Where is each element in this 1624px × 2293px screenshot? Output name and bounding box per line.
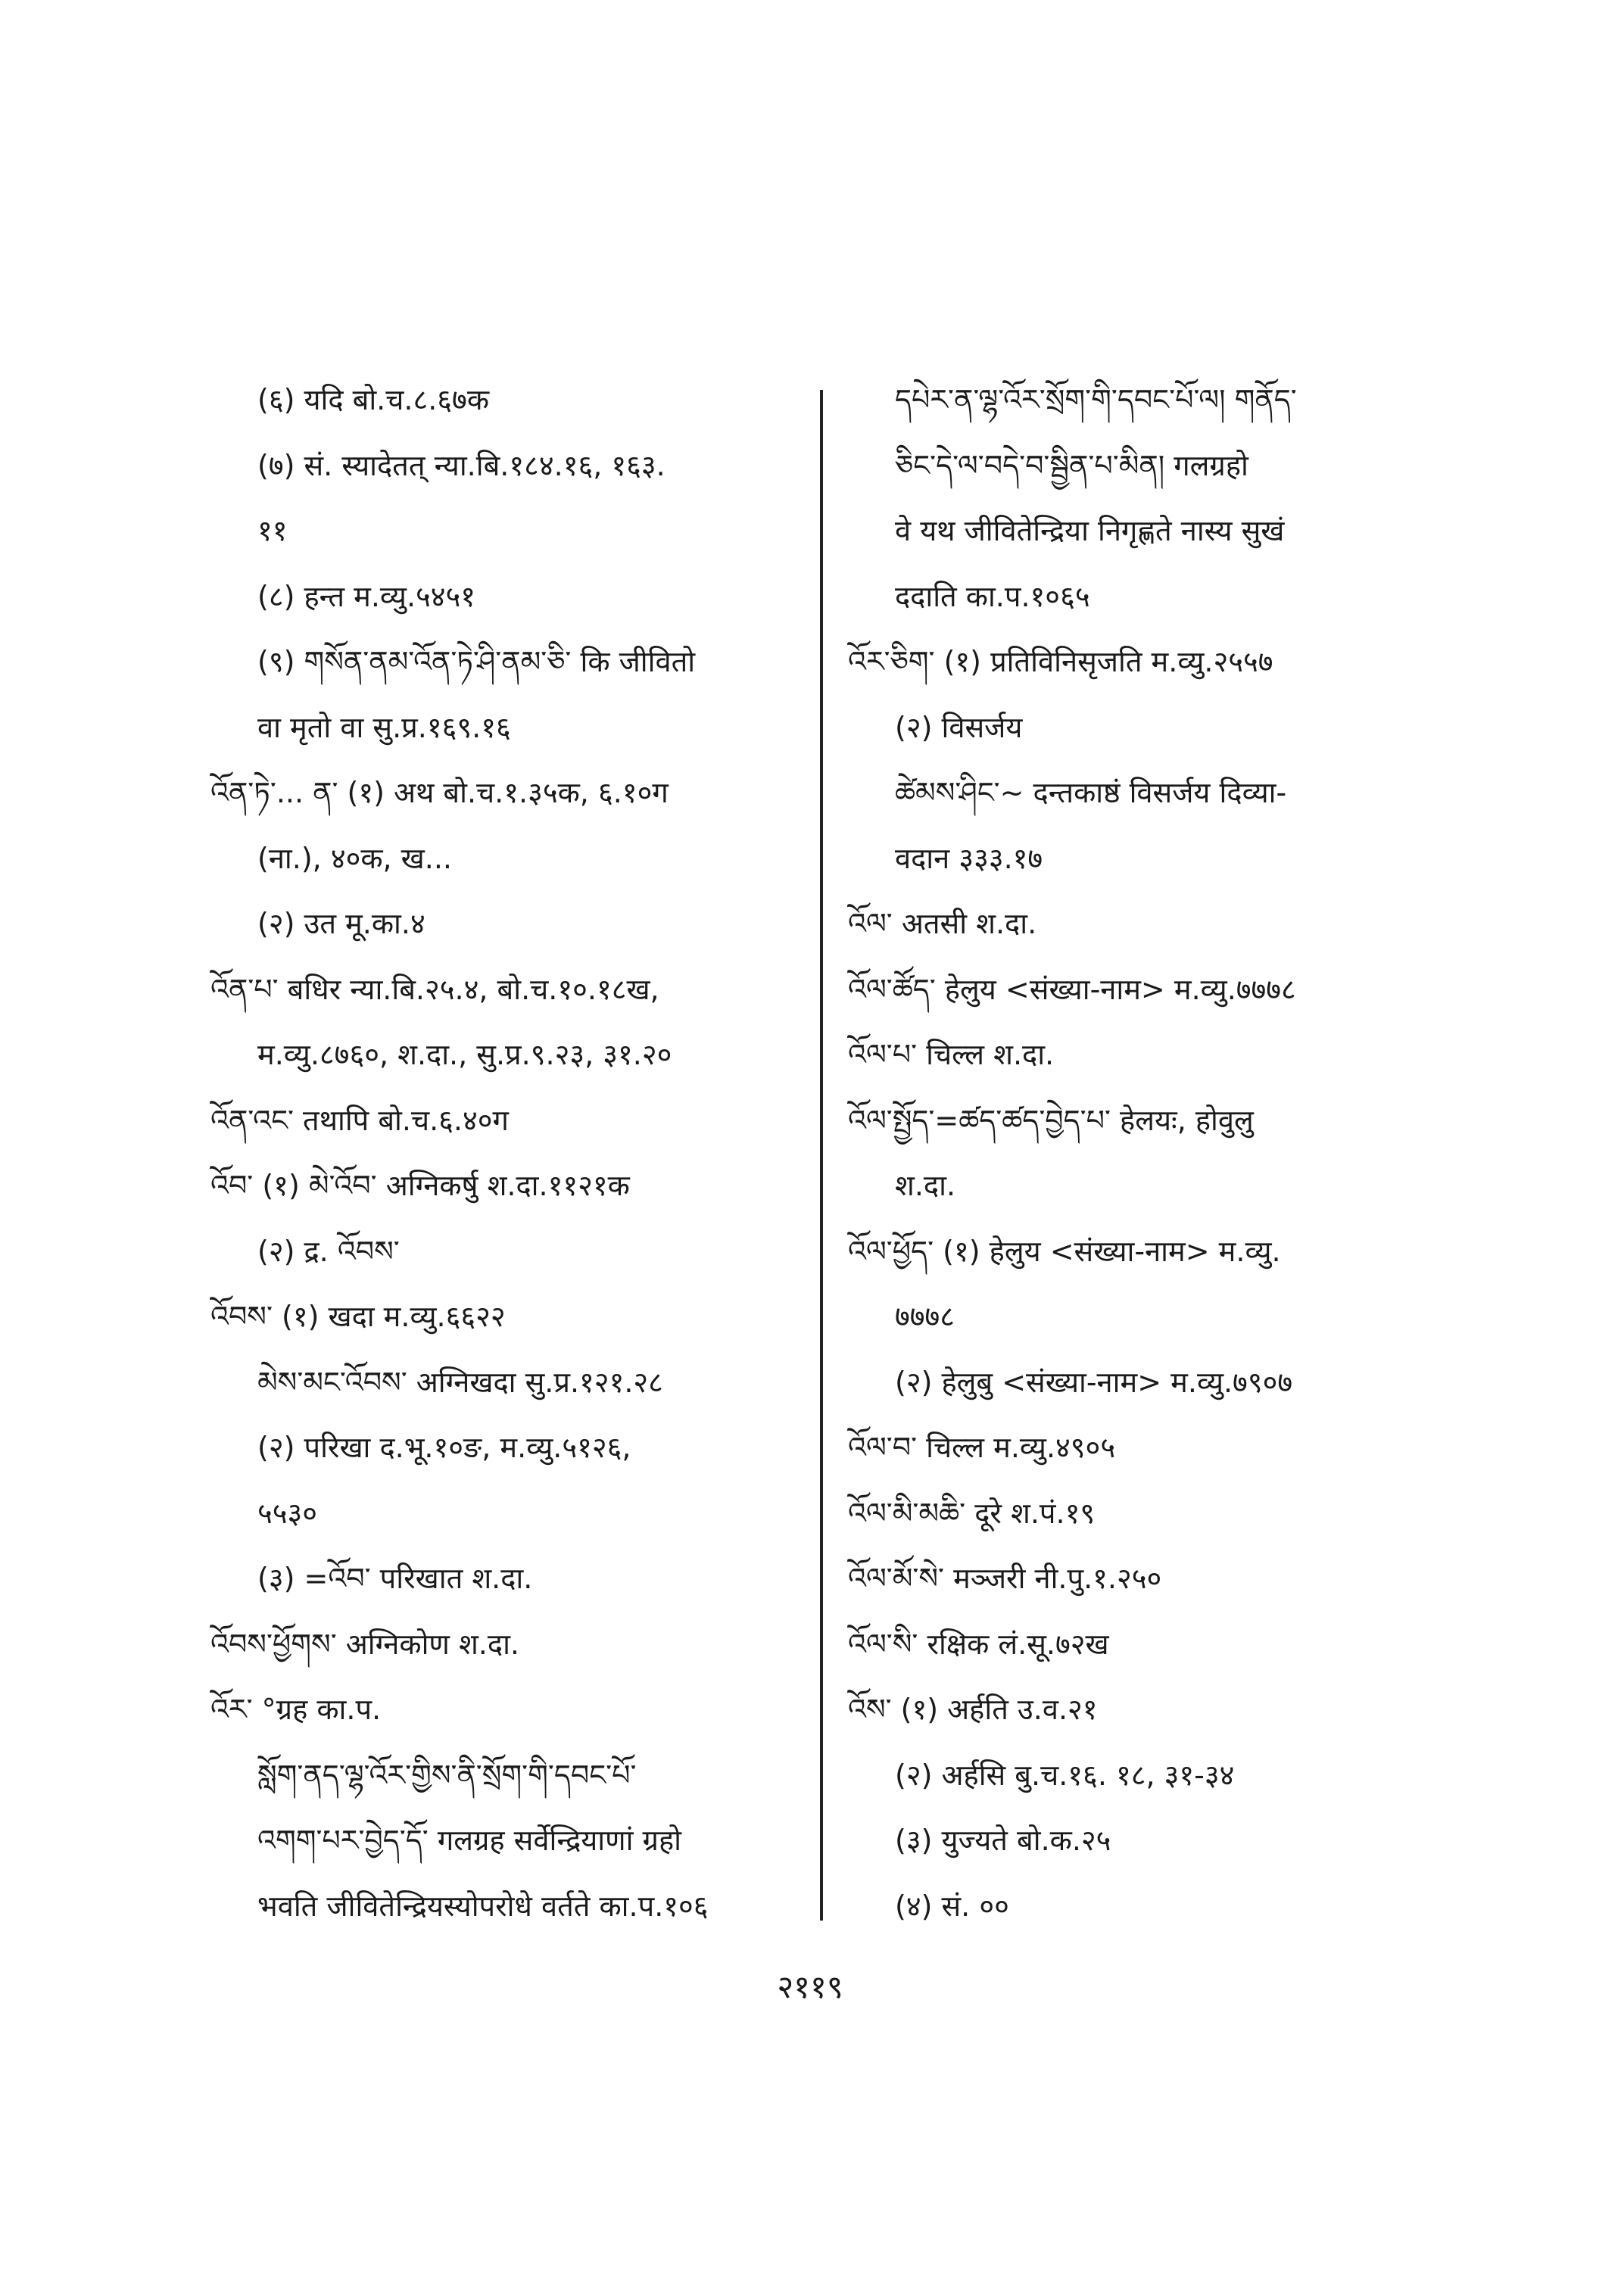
page-number: २११९ [777, 1968, 843, 2005]
dictionary-headword-line: འོར་ °ग्रह का.प. [210, 1693, 382, 1726]
dictionary-sub-line: (९) གསོན་ནམ་འོན་ཏེ་ཤི་ནམ་ཅི་ कि जीवितो [257, 645, 696, 678]
dictionary-headword-line: འོལ་སྤྱོད་=ཚད་ཚད་བྱེད་པ་ हेलयः, होवुलु [848, 1103, 1254, 1137]
dictionary-sub-line: (ना.), ४०क, ख... [257, 841, 453, 875]
dictionary-sub-line: ཅིང་དེ་ལ་བདེ་བ་སྦྱིན་པ་མིན། गलग्रहो [895, 448, 1248, 482]
dictionary-sub-line: (२) हेलुबु <संख्या-नाम> म.व्यु.७९०७ [895, 1365, 1293, 1399]
dictionary-sub-line: (६) यदि बो.च.८.६७क [257, 383, 490, 416]
dictionary-headword-line: འོས་ (१) अर्हति उ.व.२१ [848, 1693, 1098, 1726]
dictionary-sub-line: (२) द्र. འོབས་ [257, 1234, 400, 1268]
dictionary-headword-line: འོན་པ་ बधिर न्या.बि.२५.४, बो.च.१०.१८ख, [210, 972, 659, 1006]
dictionary-sub-line: ११ [257, 514, 288, 547]
dictionary-headword-line: འོལ་མོ་སེ་ मञ्जरी नी.पु.१.२५० [848, 1562, 1162, 1595]
dictionary-headword-line: འོལ་ अतसी श.दा. [848, 907, 1037, 940]
dictionary-sub-line: ५५३० [257, 1496, 318, 1530]
dictionary-headword-line: འོལ་སི་ रक्षिक लं.सू.७२ख [848, 1627, 1109, 1661]
dictionary-sub-line: श.दा. [895, 1169, 956, 1202]
dictionary-sub-line: म.व्यु.८७६०, श.दा., सु.प्र.९.२३, ३१.२० [257, 1038, 672, 1071]
dictionary-sub-line: ཚེམས་ཤིང་~ दन्तकाष्ठं विसर्जय दिव्या- [895, 776, 1287, 809]
dictionary-headword-line: འོལ་ཚོད་ हेलुय <संख्या-नाम> म.व्यु.७७७८ [848, 972, 1296, 1006]
dictionary-sub-line: (२) अर्हसि बु.च.१६. १८, ३१-३४ [895, 1758, 1235, 1792]
dictionary-sub-line: ददाति का.प.१०६५ [895, 579, 1090, 613]
dictionary-headword-line: འོབ་ (१) མེ་འོབ་ अग्निकर्षु श.दा.११२१क [210, 1169, 630, 1202]
dictionary-sub-line: (३) =འོབ་ परिखात श.दा. [257, 1562, 533, 1595]
dictionary-sub-line: (४) सं. ०० [895, 1889, 1009, 1923]
column-divider [820, 390, 823, 1921]
dictionary-sub-line: སློག་ནད་ལྷ་འོར་གྱིས་ནི་སྲོག་གི་དབང་པོ་ [257, 1758, 637, 1792]
dictionary-sub-line: वा मृतो वा सु.प्र.१६९.१६ [257, 710, 511, 744]
dictionary-sub-line: མེས་མང་འོབས་ अग्निखदा सु.प्र.१२१.२८ [257, 1365, 663, 1399]
dictionary-sub-line: वे यथ जीवितेन्द्रिया निगृह्णते नास्य सुखं [895, 514, 1285, 547]
dictionary-headword-line: འོལ་མི་མཆི་ दूरे श.पं.१९ [848, 1496, 1096, 1530]
dictionary-sub-line: वदान ३३३.१७ [895, 841, 1043, 875]
dictionary-sub-line: भवति जीवितेन्द्रियस्योपरोधे वर्तते का.प.१०६ [257, 1889, 709, 1923]
dictionary-sub-line: (३) युज्यते बो.क.२५ [895, 1824, 1111, 1857]
dictionary-sub-line: (२) उत मू.का.४ [257, 907, 425, 940]
dictionary-headword-line: འོར་ཅིག་ (१) प्रतिविनिसृजति म.व्यु.२५५७ [848, 645, 1273, 678]
dictionary-headword-line: འོལ་ཕྱོད་ (१) हेलुय <संख्या-नाम> म.व्यु. [848, 1234, 1281, 1268]
dictionary-sub-line: (२) परिखा द.भू.१०ङ, म.व्यु.५१२६, [257, 1431, 631, 1464]
dictionary-headword-line: འོན་ཏེ་... ན་ (१) अथ बो.च.१.३५क, ६.१०ग [210, 776, 669, 809]
dictionary-sub-line: དཔེར་ན་ལྷ་འོར་སྲོག་གི་དབང་པོ་ལ། གནོད་ [895, 383, 1297, 416]
dictionary-headword-line: འོབས་ (१) खदा म.व्यु.६६२२ [210, 1300, 506, 1333]
dictionary-sub-line: ७७७८ [895, 1300, 955, 1333]
dictionary-sub-line: (८) हन्त म.व्यु.५४५१ [257, 579, 476, 613]
dictionary-headword-line: འོན་འང་ तथापि बो.च.६.४०ग [210, 1103, 509, 1137]
dictionary-headword-line: འོལ་བ་ चिल्ल म.व्यु.४९०५ [848, 1431, 1116, 1464]
dictionary-headword-line: འོལ་པ་ चिल्ल श.दा. [848, 1038, 1055, 1071]
dictionary-sub-line: (७) सं. स्यादेतत् न्या.बि.१८४.१६, १६३. [257, 448, 665, 482]
dictionary-sub-line: (२) विसर्जय [895, 710, 1023, 744]
dictionary-headword-line: འོབས་ཕྱོགས་ अग्निकोण श.दा. [210, 1627, 519, 1661]
dictionary-sub-line: འགག་པར་བྱེད་དོ་ गलग्रह सर्वेन्द्रियाणां ग्रहो [257, 1824, 681, 1857]
